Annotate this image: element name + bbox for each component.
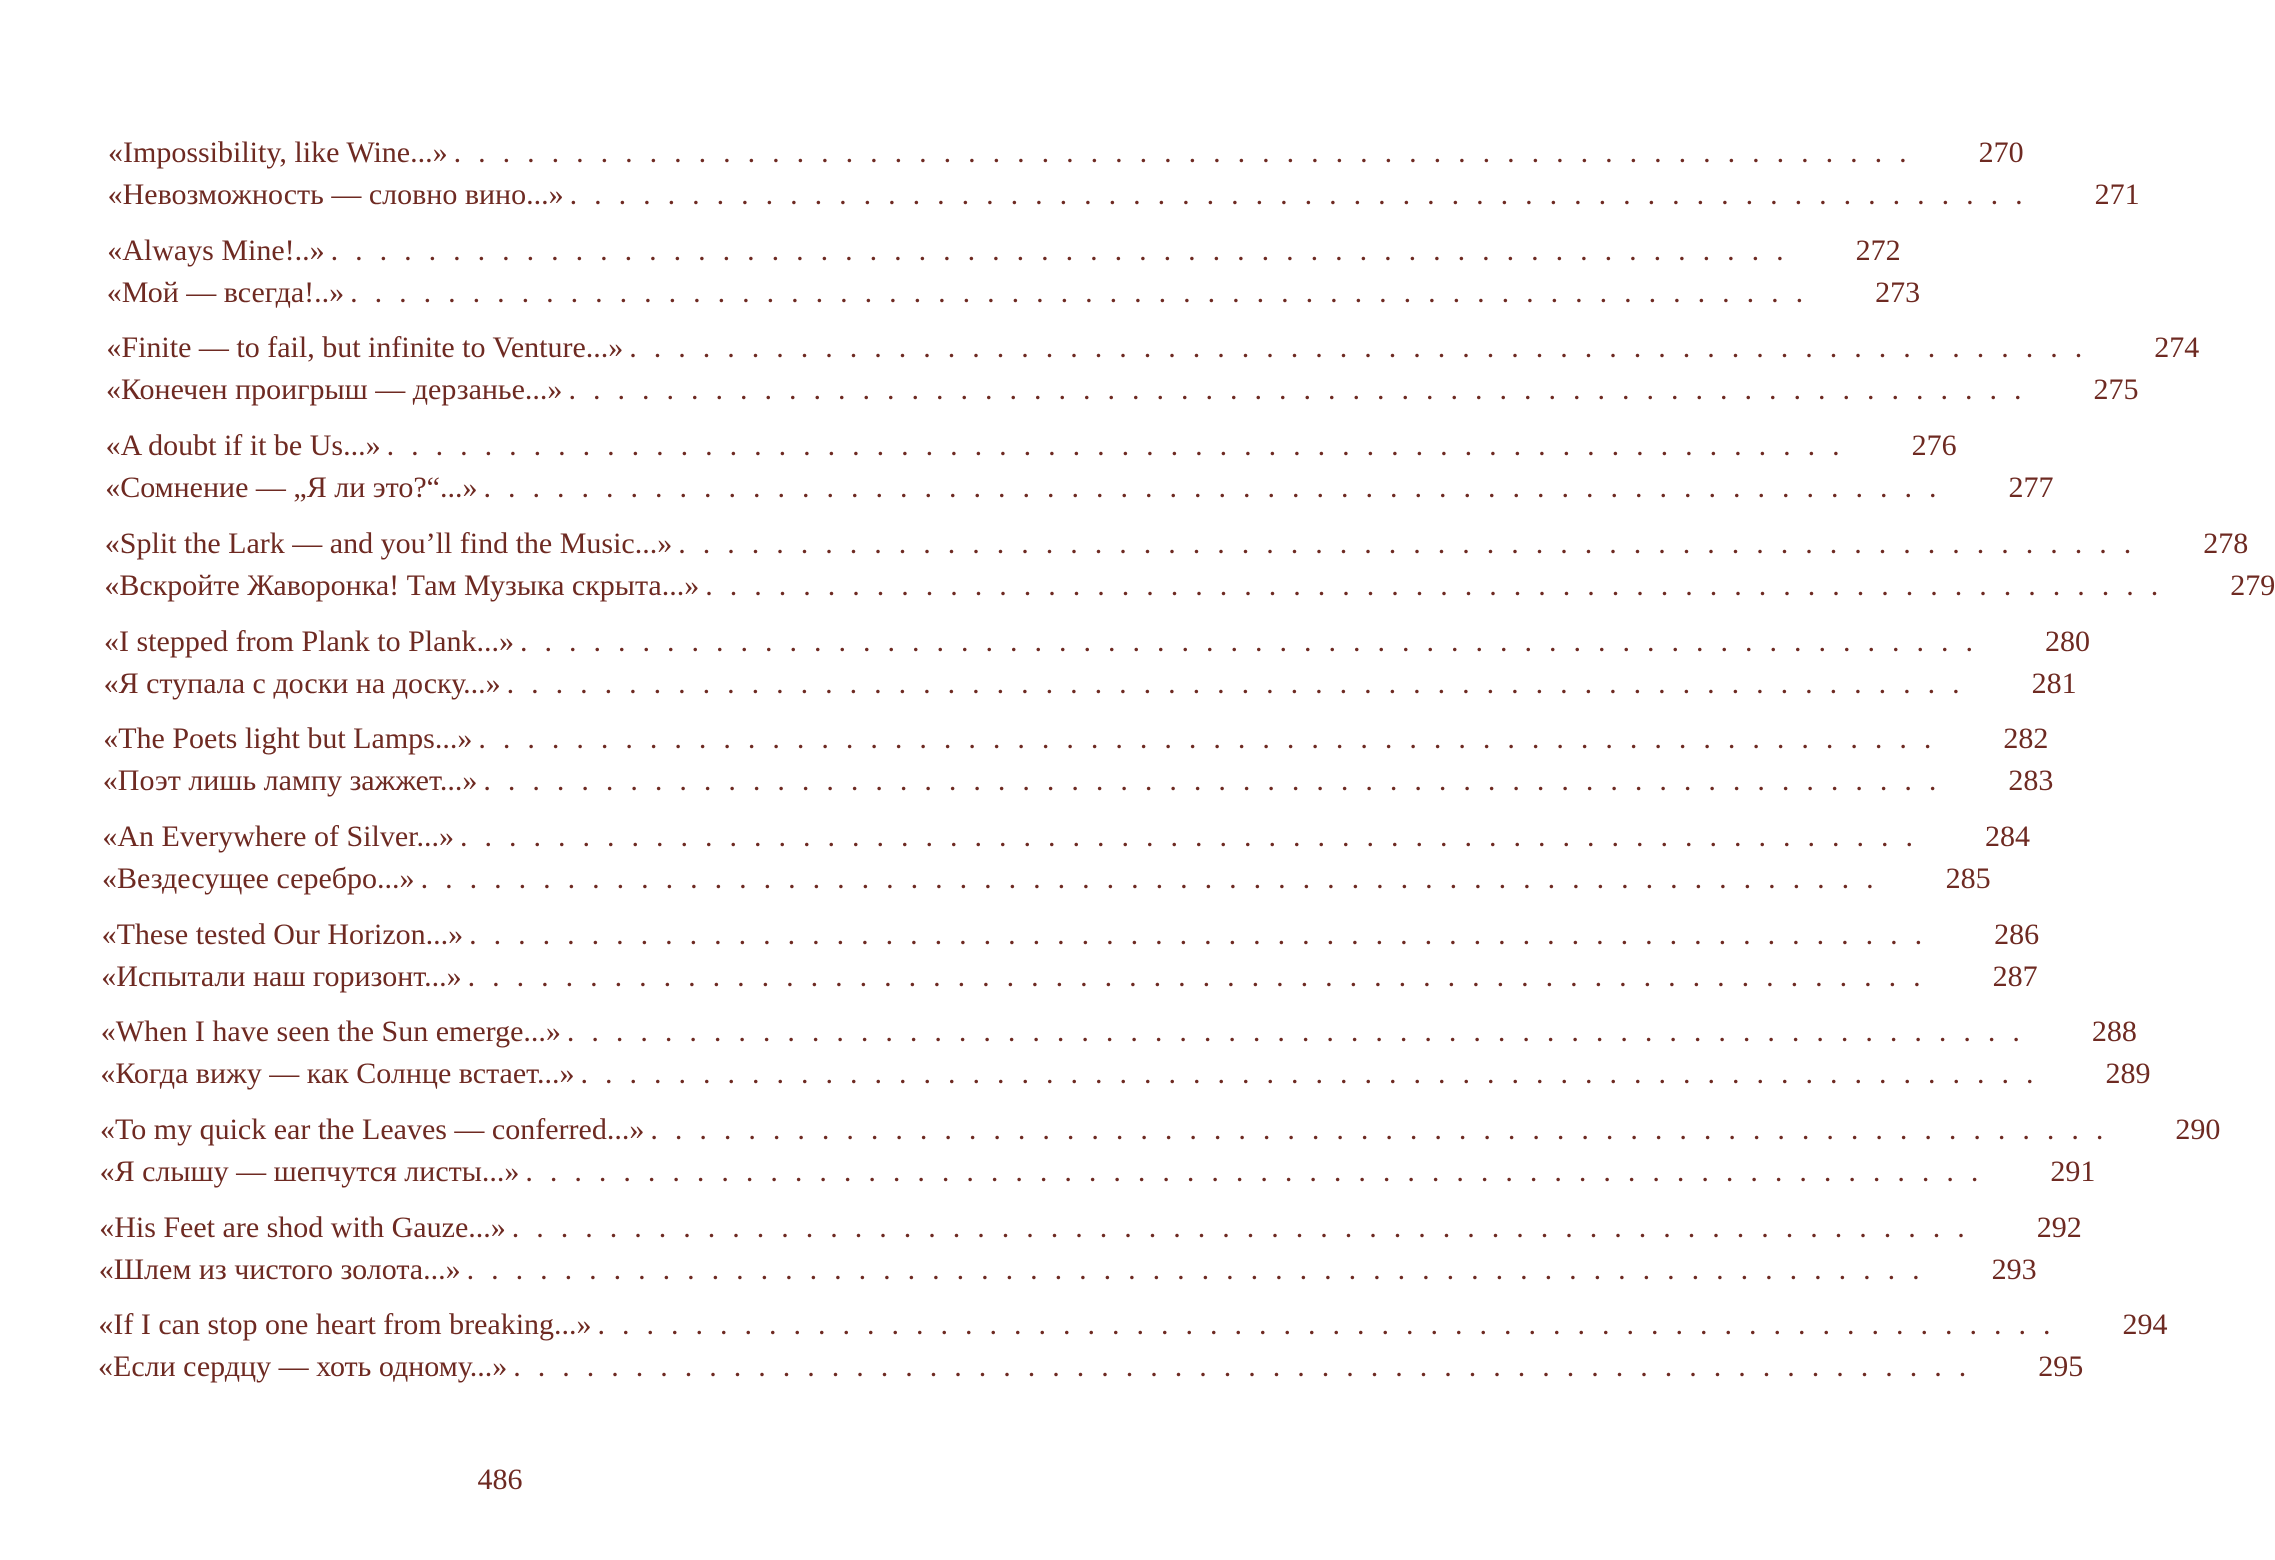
toc-entry-title: «Always Mine!..» — [107, 233, 325, 267]
toc-entry[interactable] — [99, 1206, 2082, 1250]
dot-leader: ............................................................ — [519, 624, 1990, 658]
toc-entry-title: «To my quick ear the Leaves — conferred...» — [100, 1113, 645, 1146]
toc-entry-title: «I stepped from Plank to Plank...» — [104, 624, 514, 658]
toc-entry[interactable] — [102, 759, 2054, 803]
toc-entry-page: 279 — [2230, 568, 2275, 602]
toc-entry[interactable] — [107, 173, 2140, 217]
dot-leader: ............................................................ — [569, 178, 2040, 211]
toc-entry[interactable] — [104, 522, 2249, 566]
toc-entry-page: 277 — [2008, 471, 2054, 505]
dot-leader: ............................................................ — [459, 819, 1930, 853]
dot-leader: ............................................................ — [350, 275, 1821, 309]
toc-entry-title: «Конечен проигрыш — дерзанье...» — [106, 373, 563, 407]
dot-leader: ............................................................ — [469, 917, 1940, 951]
toc-entry-title: «Поэт лишь лампу зажжет...» — [102, 764, 478, 798]
toc-entry[interactable] — [105, 424, 1957, 468]
toc-entry[interactable] — [102, 815, 2030, 859]
dot-leader: ............................................................ — [478, 722, 1949, 756]
toc-entry-title: «Сомнение — „Я ли это?“...» — [105, 471, 478, 505]
toc-entry[interactable] — [99, 1150, 2096, 1194]
toc-entry[interactable] — [98, 1303, 2168, 1347]
toc-entry-page: 286 — [1994, 917, 2040, 951]
toc-entry[interactable] — [103, 662, 2077, 706]
toc-entry-page: 283 — [2008, 764, 2054, 798]
dot-leader: ............................................................ — [420, 861, 1891, 895]
toc-entry[interactable] — [106, 368, 2139, 412]
toc-entry-title: «Вездесущее серебро...» — [102, 861, 415, 895]
toc-entry-title: «Split the Lark — and you’ll find the Music...» — [104, 526, 673, 560]
dot-leader: ............................................................ — [483, 764, 1954, 798]
toc-entry-page: 293 — [1991, 1252, 2037, 1286]
toc-entry-page: 295 — [2038, 1350, 2084, 1384]
toc-entry-title: «Вскройте Жаворонка! Там Музыка скрыта...» — [104, 568, 700, 602]
dot-leader: ............................................................ — [580, 1057, 2051, 1091]
dot-leader: ............................................................ — [483, 471, 1954, 505]
toc-entry[interactable] — [100, 1108, 2221, 1152]
toc-entry-page: 287 — [1992, 959, 2038, 993]
toc-entry-page: 292 — [2036, 1210, 2082, 1244]
toc-entry[interactable] — [104, 564, 2275, 608]
toc-entry[interactable] — [100, 1052, 2151, 1096]
toc-entry[interactable] — [105, 466, 2054, 510]
dot-leader: ............................................................ — [506, 666, 1977, 700]
toc-entry-page: 272 — [1855, 233, 1901, 267]
toc-entry[interactable] — [104, 620, 2090, 664]
dot-leader: ............................................................ — [513, 1350, 1984, 1384]
toc-entry-title: «Шлем из чистого золота...» — [98, 1252, 461, 1286]
toc-entry-title: «When I have seen the Sun emerge...» — [100, 1015, 561, 1049]
toc-entry-page: 285 — [1945, 861, 1991, 895]
toc-entry-page: 270 — [1978, 136, 2024, 169]
toc-entry[interactable] — [108, 131, 2024, 175]
toc-entry-page: 274 — [2154, 331, 2200, 365]
toc-entry-page: 273 — [1875, 275, 1921, 309]
page-number: 486 — [477, 1463, 523, 1496]
dot-leader: ............................................................ — [467, 959, 1938, 993]
toc-entry-page: 278 — [2203, 526, 2249, 560]
toc-entry-page: 288 — [2091, 1015, 2137, 1049]
toc-entry-page: 291 — [2050, 1155, 2096, 1188]
toc-entry[interactable] — [98, 1248, 2037, 1292]
toc-entry-title: «Я ступала с доски на доску...» — [103, 666, 501, 700]
toc-entry[interactable] — [98, 1345, 2084, 1389]
dot-leader: ............................................................ — [453, 136, 1924, 169]
toc-entry-title: «Impossibility, like Wine...» — [108, 136, 448, 169]
toc-entry-page: 290 — [2175, 1113, 2221, 1146]
toc-entry-title: «These tested Our Horizon...» — [101, 917, 464, 951]
toc-entry-title: «An Everywhere of Silver...» — [102, 819, 454, 853]
toc-entry[interactable] — [107, 229, 1901, 273]
toc-entry-page: 282 — [2003, 722, 2049, 756]
toc-entry-title: «Испытали наш горизонт...» — [101, 959, 462, 993]
toc-entry[interactable] — [106, 326, 2200, 370]
dot-leader: ............................................................ — [386, 429, 1857, 463]
toc-entry[interactable] — [102, 857, 1991, 901]
toc-entry-title: «Мой — всегда!..» — [106, 275, 345, 309]
toc-entry-page: 276 — [1911, 429, 1957, 463]
dot-leader: ............................................................ — [629, 331, 2100, 365]
dot-leader: ............................................................ — [466, 1252, 1937, 1286]
dot-leader: ............................................................ — [597, 1308, 2068, 1342]
toc-entry-page: 280 — [2044, 624, 2090, 658]
dot-leader: ............................................................ — [705, 568, 2176, 602]
dot-leader: ............................................................ — [525, 1155, 1996, 1188]
toc-entry-page: 281 — [2031, 666, 2077, 700]
toc-entry-title: «If I can stop one heart from breaking...» — [98, 1308, 592, 1342]
dot-leader: ............................................................ — [650, 1113, 2121, 1146]
toc-entry-title: «Я слышу — шепчутся листы...» — [99, 1155, 520, 1188]
toc-entry[interactable] — [100, 1010, 2137, 1054]
toc-entry[interactable] — [103, 717, 2049, 761]
toc-entry-title: «Когда вижу — как Солнце встает...» — [100, 1057, 575, 1091]
dot-leader: ............................................................ — [568, 373, 2039, 407]
toc-entry-page: 284 — [1984, 819, 2030, 853]
toc-entry-title: «Невозможность — словно вино...» — [107, 178, 564, 211]
toc-entry[interactable] — [106, 271, 1921, 315]
toc-entry-page: 275 — [2093, 373, 2139, 407]
toc-entry[interactable] — [101, 913, 2040, 957]
dot-leader: ............................................................ — [566, 1015, 2037, 1049]
toc-entry-title: «His Feet are shod with Gauze...» — [99, 1210, 506, 1244]
dot-leader: ............................................................ — [511, 1210, 1982, 1244]
toc-entry-page: 294 — [2122, 1308, 2168, 1342]
toc-entry-title: «Finite — to fail, but infinite to Venture...» — [106, 331, 624, 365]
toc-entry-title: «A doubt if it be Us...» — [105, 429, 381, 463]
dot-leader: ............................................................ — [678, 526, 2149, 560]
toc-entry-page: 289 — [2105, 1057, 2151, 1091]
toc-entry-title: «Если сердцу — хоть одному...» — [98, 1350, 508, 1384]
toc-entry[interactable] — [101, 955, 2038, 999]
dot-leader: ............................................................ — [330, 233, 1801, 267]
toc-entry-title: «The Poets light but Lamps...» — [103, 722, 473, 756]
toc-entry-page: 271 — [2094, 178, 2140, 211]
